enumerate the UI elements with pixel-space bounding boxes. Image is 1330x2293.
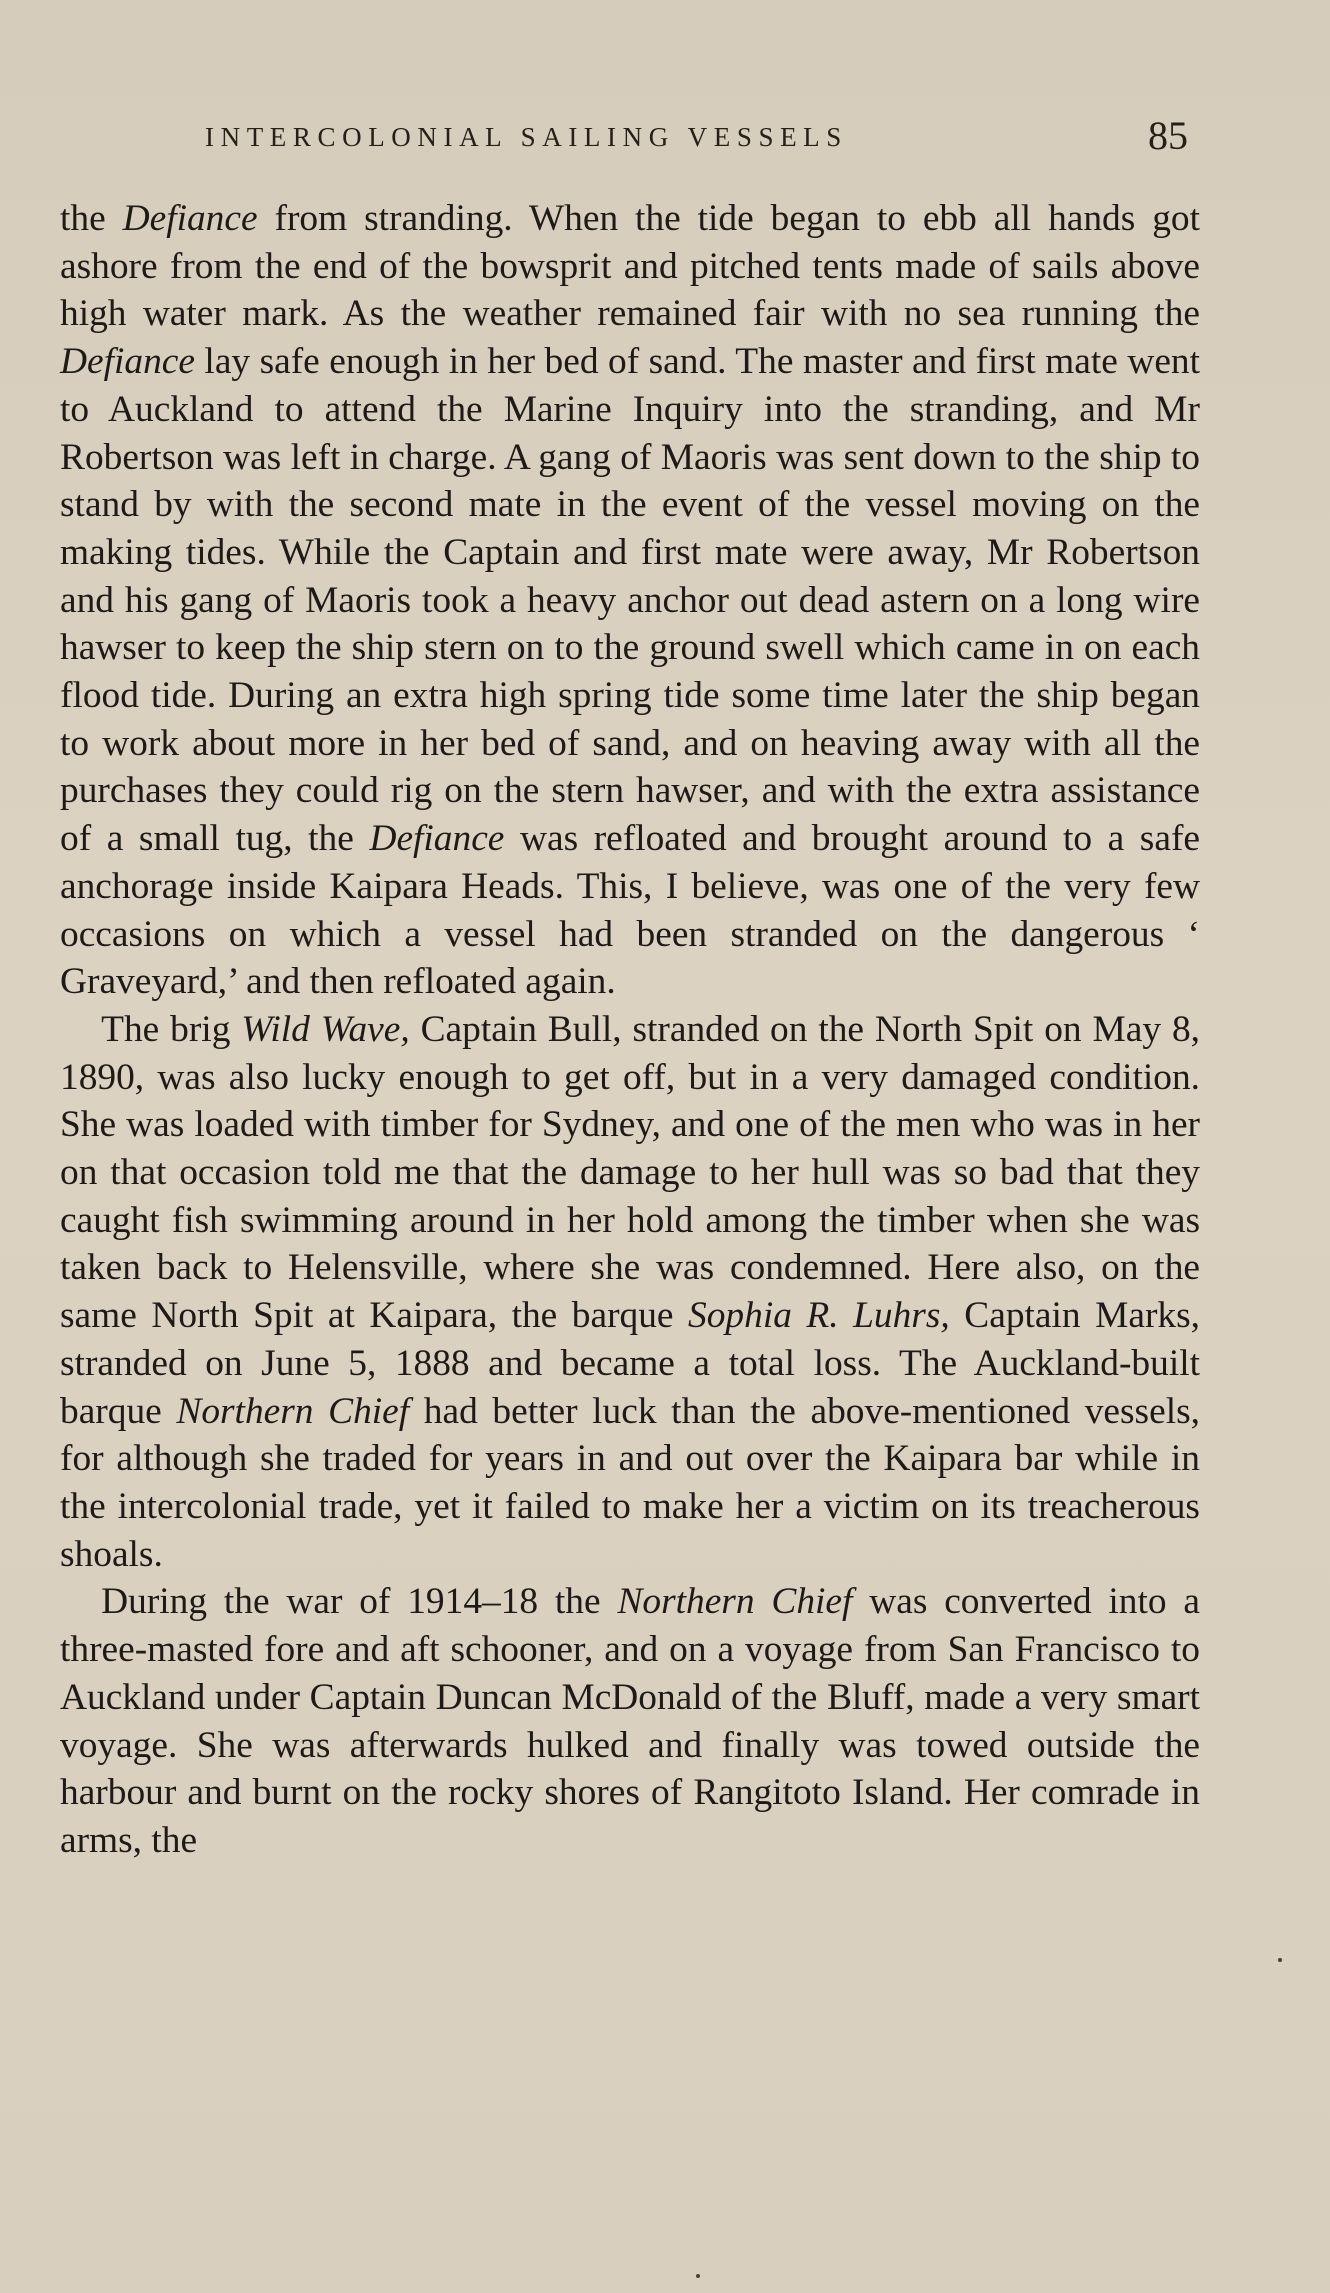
text-run: had better luck than the above-mentioned vessels, for although she traded for years in and out over the Kaipara bar while in the intercolonial trade, yet it failed to make her a victim on its treacherous shoals.: [60, 1390, 1200, 1575]
paragraph: [60, 195, 1200, 1006]
ship-name: Defiance: [60, 341, 195, 383]
ship-name: Sophia R. Luhrs,: [688, 1295, 950, 1337]
running-head: INTERCOLONIAL SAILING VESSELS: [205, 122, 848, 152]
ship-name: Northern Chief: [617, 1581, 853, 1623]
text-run: Captain Marks, stranded on June 5, 1888 and became a total loss. The Auckland-built barque: [60, 1295, 1200, 1432]
text-run: was converted into a three-masted fore and aft schooner, and on a voyage from San Francisco to Auckland under Captain Duncan McDonald of the Bluff, made a very smart voyage. She was afterwards hulked and finally was towed outside the harbour and burnt on the rocky shores of Rangitoto Island. Her comrade in arms, the: [60, 1581, 1201, 1861]
paragraph: [60, 1578, 1200, 1864]
paper-speck: [696, 2274, 700, 2278]
text-run: Captain Bull, stranded on the North Spit on May 8, 1890, was also lucky enough to get off, but in a very damaged condition. She was loaded with timber for Sydney, and one of the men who was in her on that occasion told me that the damage to her hull was so bad that they caught fish swimming around in her hold among the timber when she was taken back to Helensville, where she was condemned. Here also, on the same North Spit at Kaipara, the barque: [60, 1008, 1200, 1337]
text-run: was refloated and brought around to a safe anchorage inside Kaipara Heads. This, I believe, was one of the very few occasions on which a vessel had been stranded on the dangerous ‘ Graveyard,’ and then refloated again.: [60, 818, 1201, 1003]
ship-name: Northern Chief: [176, 1390, 410, 1432]
text-run: The brig: [101, 1008, 242, 1050]
text-run: During the war of 1914–18 the: [101, 1581, 618, 1623]
ship-name: Defiance: [122, 198, 258, 239]
paper-speck: [1278, 1958, 1282, 1962]
text-run: the: [60, 198, 123, 239]
text-run: lay safe enough in her bed of sand. The master and first mate went to Auckland to attend the Marine Inquiry into the stranding, and Mr Robertson was left in charge. A gang of Maoris was sent down to the ship to stand by with the second mate in the event of the vessel moving on the making tides. While the Captain and first mate were away, Mr Robertson and his gang of Maoris took a heavy anchor out dead astern on a long wire hawser to keep the ship stern on to the ground swell which came in on each flood tide. During an extra high spring tide some time later the ship began to work about more in her bed of sand, and on heaving away with all the purchases they could rig on the stern hawser, and with the extra assistance of a small tug, the: [60, 341, 1200, 860]
text-run: from stranding. When the tide began to ebb all hands got ashore from the end of the bowsprit and pitched tents made of sails above high water mark. As the weather remained fair with no sea running the: [60, 198, 1200, 335]
ship-name: Defiance: [369, 818, 505, 860]
page-number: 85: [1148, 113, 1188, 158]
body-text: [60, 195, 1200, 1865]
paragraph: [60, 1006, 1200, 1578]
ship-name: Wild Wave,: [241, 1008, 410, 1050]
